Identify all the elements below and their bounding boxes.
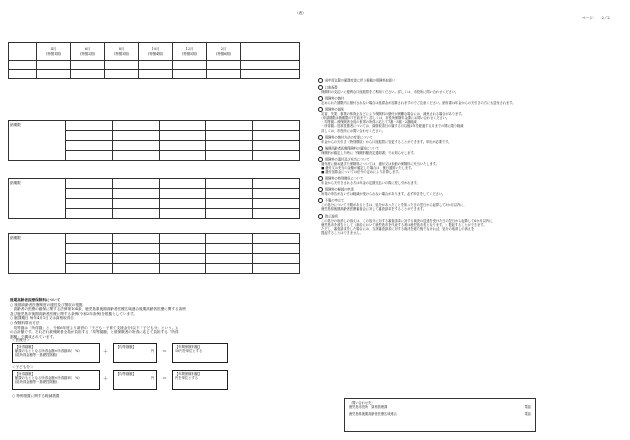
box-body: 円 (150, 349, 154, 354)
note-heading: 保険料の還付及び充当について (325, 157, 370, 162)
text-line: 高齢者の医療の確保に関する法律第104条、鹿児島県後期高齢者医療広域連合後期高齢者医療に関する条例 (10, 307, 186, 312)
note-heading: 前年度以降の賦課変更に伴う税額の保険料取扱い (325, 78, 396, 83)
box-title: 【均等割額】 (116, 345, 136, 349)
note-line: この処分の取消しの訴えは、この処分に対する審査請求に対する裁決の送達を受けた日の翌日から起算して6か月以内に、 (318, 218, 496, 223)
contact-row (349, 405, 531, 409)
contact-phone-label: 電話 (524, 405, 531, 410)
blank-header-cell (241, 43, 300, 61)
contact-phone-label: 電話 (524, 412, 531, 417)
month-header (37, 43, 71, 61)
note-item (318, 214, 620, 235)
bullet-icon (318, 135, 323, 140)
box-note: (総所得金額等－基礎控除額) (15, 353, 58, 358)
note-line: 年金から天引きされる方は年金の定期支払いの際に差し引かれます。 (318, 181, 420, 186)
box-title: 【所得割額】 (15, 345, 35, 349)
period-note: (特徴3期) (114, 51, 130, 56)
center-mark: （表） (295, 11, 306, 15)
note-heading: 保険料の軽減の申請 (325, 187, 354, 192)
section-table-2 (8, 178, 300, 219)
note-heading: 教示説明 (325, 214, 338, 218)
note-line: ただし、審査請求をした場合には、当該審査請求に対する裁決を経た後でなければ、処分の取消しの訴えを (318, 226, 475, 231)
text-line: ○ 後期高齢者医療制度の運営及び徴収の根拠 (10, 302, 83, 307)
month-header (207, 43, 241, 61)
month-label: 4月 (50, 47, 57, 52)
month-label: 8月 (118, 47, 125, 52)
premium-explanation (10, 298, 308, 339)
section-table-1 (8, 120, 300, 161)
note-line: 提起することはできません。 (318, 230, 363, 235)
note-heading: 後期高齢者医療保険料の通知について (325, 146, 380, 151)
month-header (173, 43, 207, 61)
equals-operator: ＝ (162, 349, 168, 355)
contact-org: 鹿児島県後期高齢者医療広域連合 (349, 412, 397, 417)
contact-org: 鹿児島市役所 資格管理課 (349, 405, 388, 410)
formula-label-children: ＜子ども分＞ (12, 365, 34, 369)
note-line: 保険料が確定した時に「保険料額決定通知書」でお知らせします。 (318, 150, 417, 155)
note-line: ・所得割…旧被扶養者については、資格取得日の属する月以後2年を経過する月までの間に限り軽減 (318, 124, 464, 129)
note-line: 災害、失業、事業の休廃止などにより保険料の納付が困難な場合には、減免される場合があります。 (318, 112, 465, 117)
blank-header-cell (9, 43, 37, 61)
due-date-label: 納期限 (9, 179, 66, 219)
box-title: 【均等割額】 (116, 372, 136, 376)
plus-operator: ＋ (103, 349, 109, 355)
note-line: 保険料の支払いに便利な口座振替をご利用ください。詳しくは、市役所に問い合わせください。 (318, 90, 459, 94)
note-line: ■ 還付加算金については法令の定めにより計算します。 (318, 170, 402, 175)
premium-title: 後期高齢者医療保険料について (10, 298, 61, 302)
month-label: 10月 (151, 47, 160, 52)
contact-title: 〔問い合わせ先〕 (349, 401, 375, 405)
period-note: (特徴2期) (80, 51, 96, 56)
contact-box (344, 398, 536, 432)
month-label: 2月 (220, 47, 227, 52)
note-item (318, 157, 620, 174)
month-header (105, 43, 139, 61)
note-heading: 保険料の特別徴収について (325, 176, 364, 181)
box-body: 円を単位とする (175, 376, 199, 381)
section-table-3 (8, 233, 300, 274)
text-line: ○ 賦課期日 毎年4月1日又は資格取得日 (10, 316, 74, 321)
month-header (139, 43, 173, 61)
note-heading: 不服の申立て (325, 198, 345, 203)
note-line: 鹿児島市を被告として（訴訟において鹿児島市を代表する者は鹿児島市長となります。）提起することができます。 (318, 222, 487, 227)
note-item (318, 146, 620, 155)
table-row (9, 70, 300, 79)
note-line: （申請期限は納期限の7日前まで）詳しくは、市役所保険年金課にお問い合わせください。 (318, 116, 450, 121)
per-capita-box (113, 343, 157, 363)
bullet-icon (318, 214, 323, 219)
box-title: 【所得割額】 (15, 372, 35, 376)
note-line: この処分について不服があるときは、処分があったことを知った日の翌日から起算して3か月以内に、 (318, 203, 467, 208)
note-line: 鹿児島県後期高齢者医療審査会に対して審査請求をすることができます。 (318, 207, 427, 212)
notes-column (318, 78, 620, 237)
box-body: 賦課のもととなる所得金額×所得割率( %) (15, 376, 80, 381)
box-title: 【年間保険料額】 (175, 345, 202, 349)
note-item (318, 107, 620, 132)
note-item (318, 176, 620, 185)
month-label: 12月 (185, 47, 194, 52)
period-note: (特徴5期) (182, 51, 198, 56)
table-row (9, 61, 300, 70)
text-line: 及び鹿児島市後期高齢者医療に関する条例(令和2年条例)を根拠としています。 (10, 311, 137, 316)
note-line: ・均等割…被保険者全員の世帯の所得に応じて7割・5割・2割軽減 (318, 120, 417, 125)
bullet-icon (318, 78, 323, 83)
box-note: (総所得金額等－基礎控除額) (15, 380, 58, 385)
note-heading: 保険料の納付方法の変更について (325, 135, 373, 140)
equals-operator: ＝ (162, 376, 168, 382)
formula-label-medical: ＜医療分＞ (12, 338, 30, 342)
month-header (71, 43, 105, 61)
text-line: の合計額です。それぞれ被保険者全員が負担する「均等割額」と被保険者の所得に応じて負担する「所得 (10, 330, 179, 335)
note-line: 詳しくは、市役所にお問い合わせください。 (318, 128, 385, 133)
box-body: 10円を単位とする (175, 349, 203, 354)
note-line: ■ 還付又は充当の金額が確定した場合は、後日通知いたします。 (318, 165, 415, 170)
box-body: 賦課のもととなる所得金額×所得割率( %) (15, 349, 80, 354)
text-line: ○ 保険料算出方法 (10, 320, 40, 325)
note-heading: 保険料の減免 (325, 107, 345, 112)
box-title: 【年間保険料額】 (175, 372, 202, 376)
text-line: 割額」で構成されています。 (10, 334, 57, 339)
due-date-label: 納期限 (9, 234, 66, 274)
period-note: (特徴4期) (148, 51, 164, 56)
per-capita-box (113, 370, 157, 390)
note-heading: 口座振替 (325, 85, 338, 90)
note-item (318, 135, 620, 144)
reduction-footer: ○ 特例措置に関する軽減措置 (12, 394, 60, 398)
contact-row (349, 412, 531, 416)
box-body: 円 (150, 376, 154, 381)
note-line: 所得の申告がない方は軽減が受けられない場合があります。必ず申告をしてください。 (318, 192, 446, 197)
annual-premium-box (172, 343, 228, 363)
income-levy-box (12, 343, 100, 363)
note-line: 年金からの天引き（特別徴収）から口座振替に変更することができます。申出が必要です。 (318, 139, 452, 144)
period-note: (特徴6期) (216, 51, 232, 56)
note-item (318, 78, 620, 83)
note-item (318, 85, 620, 94)
note-item (318, 187, 620, 196)
plus-operator: ＋ (103, 376, 109, 382)
income-levy-box (12, 370, 100, 390)
due-date-label: 納期限 (9, 121, 66, 161)
note-item (318, 198, 620, 211)
note-line: 定められた期限内に納付されない場合は延滞金が加算されますのでご注意ください。納付書は年金からの天引きの方にも送付されます。 (318, 101, 516, 106)
note-line: 過年度に納め過ぎた保険料については、還付又は未納の保険料に充当いたします。 (318, 161, 439, 166)
page-label: ページ： (582, 16, 597, 20)
period-note: (特徴1期) (46, 51, 62, 56)
note-item (318, 96, 620, 105)
installment-table (8, 42, 300, 79)
annual-premium-box (172, 370, 228, 390)
page-number: 2／2 (601, 16, 610, 20)
page-indicator (582, 16, 610, 21)
text-line: 均等割は「所得割」と、令和6年度より新設の「子ども・子育て支援金分(以下「子ども分」という。)」 (10, 325, 181, 330)
note-heading: 保険料の納付 (325, 96, 345, 101)
month-label: 6月 (84, 47, 91, 52)
